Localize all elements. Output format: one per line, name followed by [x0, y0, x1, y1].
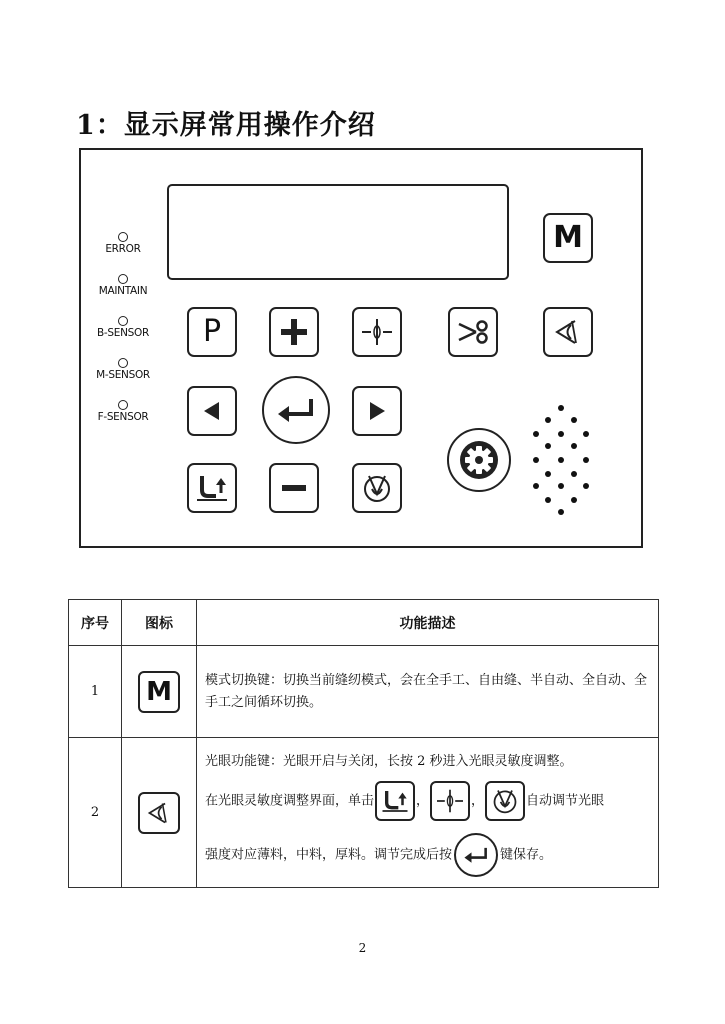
program-icon: P [202, 314, 222, 349]
plus-icon [279, 317, 309, 347]
led-indicator [118, 316, 128, 326]
table-row [69, 738, 659, 888]
desc-line-1: 光眼功能键：光眼开启与关闭，长按 2 秒进入光眼灵敏度调整。 [205, 753, 573, 769]
row-number: 2 [69, 738, 122, 888]
plus-button[interactable] [269, 307, 319, 357]
speaker-grille [526, 400, 596, 520]
eye-sensor-icon [138, 792, 180, 834]
header-description: 功能描述 [197, 600, 659, 646]
program-button[interactable] [187, 307, 237, 357]
table-header-row [69, 600, 659, 646]
eye-sensor-button[interactable] [543, 307, 593, 357]
thread-icon [485, 781, 525, 821]
led-label: M-SENSOR [96, 369, 150, 381]
minus-icon [279, 473, 309, 503]
row-description: 模式切换键：切换当前缝纫模式，会在全手工、自由缝、半自动、全自动、全手工之间循环切换。 [197, 646, 659, 738]
lcd-display [167, 184, 509, 280]
presser-foot-icon [375, 781, 415, 821]
desc-line-2 [205, 781, 658, 821]
desc-text: 在光眼灵敏度调整界面，单击 [205, 793, 375, 808]
led-indicator [118, 400, 128, 410]
enter-icon [454, 833, 498, 877]
needle-position-icon [360, 317, 394, 347]
row-description [197, 738, 659, 888]
mode-icon-label: M [146, 676, 172, 707]
page-number: 2 [358, 941, 367, 955]
led-label: MAINTAIN [98, 285, 148, 297]
thread-button[interactable] [352, 463, 402, 513]
separator: ， [416, 793, 430, 808]
eye-sensor-icon [551, 317, 585, 347]
header-icon: 图标 [122, 600, 197, 646]
mode-button[interactable] [543, 213, 593, 263]
led-indicator [118, 232, 128, 242]
mode-icon: M [553, 220, 583, 255]
gear-icon [459, 440, 499, 480]
needle-position-icon [430, 781, 470, 821]
row-icon-cell [122, 738, 197, 888]
desc-text: 强度对应薄料，中料，厚料。调节完成后按 [205, 847, 453, 862]
presser-foot-icon [194, 472, 230, 504]
enter-button[interactable] [262, 376, 330, 444]
scissors-icon [456, 318, 490, 346]
desc-text: 自动调节光眼 [526, 793, 605, 808]
led-label: B-SENSOR [97, 327, 149, 339]
thread-icon [361, 472, 393, 504]
led-label: F-SENSOR [97, 411, 149, 423]
presser-foot-button[interactable] [187, 463, 237, 513]
trim-button[interactable] [448, 307, 498, 357]
page-title: 1：显示屏常用操作介绍 [76, 110, 376, 141]
led-label: ERROR [105, 243, 141, 255]
led-f-sensor [91, 400, 155, 423]
mode-icon [138, 671, 180, 713]
led-maintain [91, 274, 155, 297]
led-indicator [118, 274, 128, 284]
desc-line-3 [205, 833, 658, 877]
led-b-sensor [91, 316, 155, 339]
needle-position-button[interactable] [352, 307, 402, 357]
led-m-sensor [91, 358, 155, 381]
led-indicator [118, 358, 128, 368]
separator: ， [471, 793, 485, 808]
left-button[interactable] [187, 386, 237, 436]
desc-text: 键保存。 [500, 847, 553, 862]
table-row [69, 646, 659, 738]
control-panel [79, 148, 643, 548]
function-table [68, 599, 659, 888]
right-button[interactable] [352, 386, 402, 436]
right-arrow-icon [365, 399, 389, 423]
row-number: 1 [69, 646, 122, 738]
enter-icon [275, 396, 317, 424]
settings-button[interactable] [447, 428, 511, 492]
header-number: 序号 [69, 600, 122, 646]
left-arrow-icon [200, 399, 224, 423]
row-icon-cell [122, 646, 197, 738]
minus-button[interactable] [269, 463, 319, 513]
led-error [91, 232, 155, 255]
